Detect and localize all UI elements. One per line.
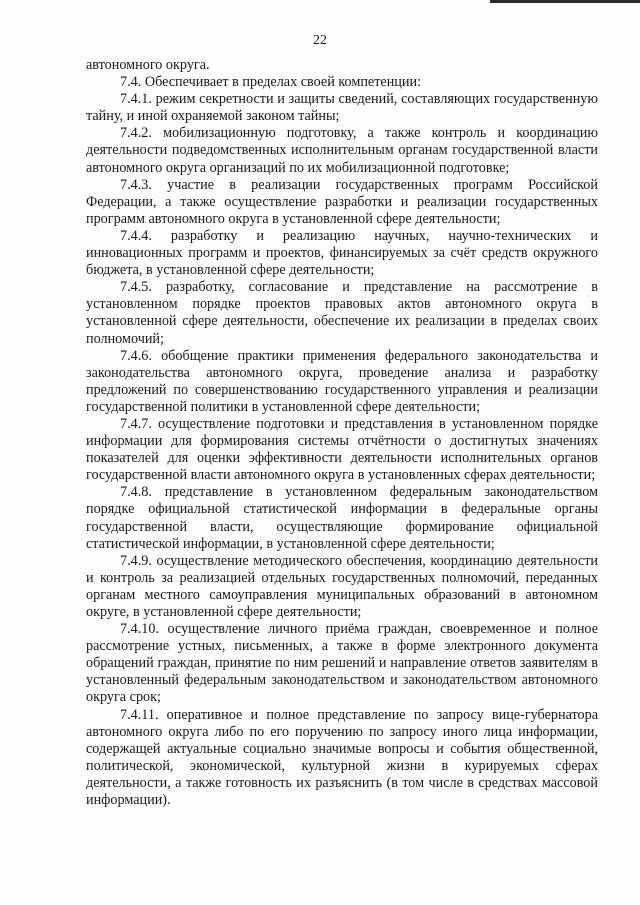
paragraph-7-4-6: 7.4.6. обобщение практики применения федерального законодательства и законодательства автономного округа, проведение анализа и разработку предложений по совершенствованию государственного управления и реализации государственной политики в установленной сфере деятельности; bbox=[86, 347, 598, 415]
paragraph-7-4: 7.4. Обеспечивает в пределах своей компетенции: bbox=[120, 74, 422, 91]
paragraph-7-4-5: 7.4.5. разработку, согласование и представление на рассмотрение в установленном порядке проектов правовых актов автономного округа в установленной сфере деятельности, обеспечение их реализации в пределах своих полномочий; bbox=[86, 279, 598, 347]
document-body bbox=[86, 57, 598, 809]
top-edge-rule bbox=[490, 0, 640, 3]
paragraph-7-4-11: 7.4.11. оперативное и полное представление по запросу вице-губернатора автономного округа либо по его поручению по запросу иного лица информации, содержащей актуальные социально значимые вопросы и события общественной, политической, экономической, культурной жизни в курируемых сферах деятельности, а также готовность их разъяснить (в том числе в средствах массовой информации). bbox=[86, 706, 598, 809]
paragraph-7-4-8: 7.4.8. представление в установленном федеральным законодательством порядке официальной статистической информации в федеральные органы государственной власти, осуществляющие формирование официальной статистической информации, в установленной сфере деятельности; bbox=[86, 484, 598, 552]
paragraph-continuation: автономного округа. bbox=[86, 57, 210, 73]
paragraph-7-4-10: 7.4.10. осуществление личного приёма граждан, своевременное и полное рассмотрение устных, письменных, а также в форме электронного документа обращений граждан, принятие по ним решений и направление ответов заявителям в установленный федеральным законодательством и законодательством автономного округа срок; bbox=[86, 621, 598, 706]
paragraph-7-4-7: 7.4.7. осуществление подготовки и представления в установленном порядке информации для формирования системы отчётности о достигнутых значениях показателей для оценки эффективности деятельности исполнительных органов государственной власти автономного округа в установленных сферах деятельности; bbox=[86, 415, 598, 484]
paragraph-7-4-2: 7.4.2. мобилизационную подготовку, а также контроль и координацию деятельности подведомственных исполнительным органам государственной власти автономного округа организаций по их мобилизационной подготовке; bbox=[86, 125, 598, 176]
paragraph-7-4-4: 7.4.4. разработку и реализацию научных, научно-технических и инновационных программ и проектов, финансируемых за счёт средств окружного бюджета, в установленной сфере деятельности; bbox=[86, 227, 598, 279]
paragraph-7-4-9: 7.4.9. осуществление методического обеспечения, координацию деятельности и контроль за реализацией отдельных государственных полномочий, переданных органам местного самоуправления муниципальных образований в автономном округе, в установленной сфере деятельности; bbox=[86, 552, 598, 620]
page-number: 22 bbox=[313, 33, 327, 48]
paragraph-7-4-1: 7.4.1. режим секретности и защиты сведений, составляющих государственную тайну, и иной охраняемой законом тайны; bbox=[86, 91, 598, 125]
paragraph-7-4-3: 7.4.3. участие в реализации государственных программ Российской Федерации, а также осуществление разработки и реализации государственных программ автономного округа в установленной сфере деятельности; bbox=[86, 176, 598, 227]
